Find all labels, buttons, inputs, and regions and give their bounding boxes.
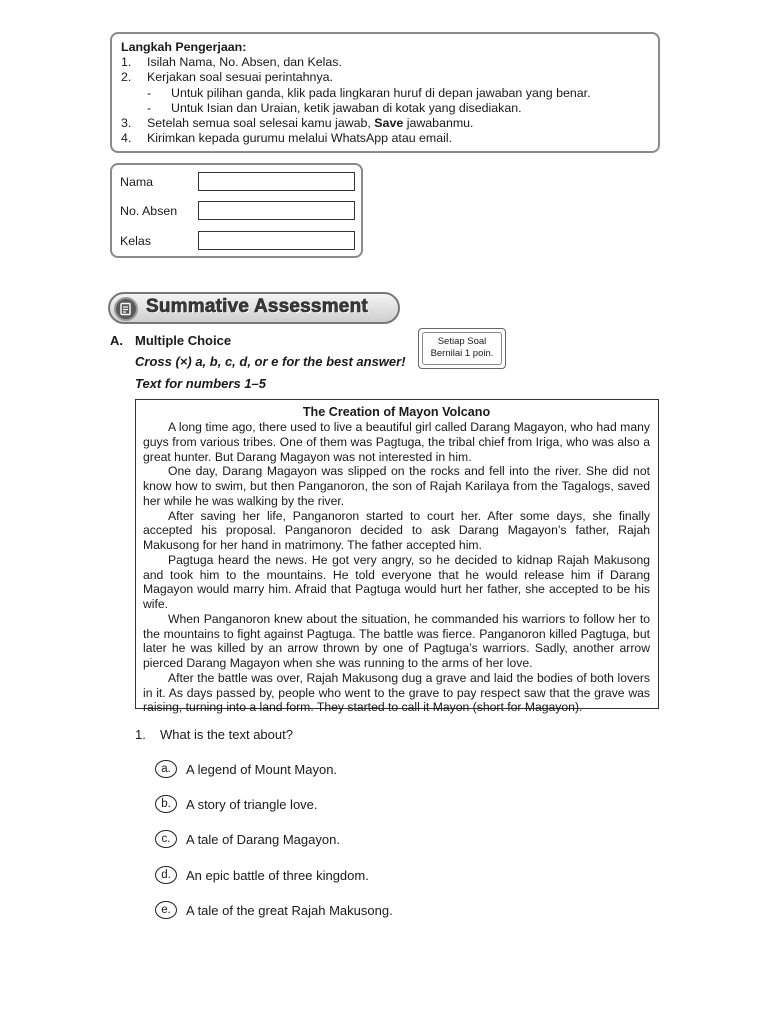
identity-box [110,163,363,258]
class-input[interactable] [198,231,355,250]
option-b[interactable] [155,795,318,813]
absen-label: No. Absen [120,203,178,218]
section-heading [110,333,231,348]
instructions-title: Langkah Pengerjaan: [121,40,247,54]
passage-paragraph: A long time ago, there used to live a beautiful girl called Darang Magayon, who had many guys from various tribes. One of them was Pagtuga, the tribal chief from Iriga, who was also a great hunter. But Darang Magayon was not interested in him. [143,420,650,464]
save-keyword: Save [374,116,404,131]
option-circle[interactable]: e. [155,901,177,919]
name-input[interactable] [198,172,355,191]
passage-paragraph: When Panganoron knew about the situation, he commanded his warriors to follow her to the mountains to fight against Pagtuga. The battle was fierce. Panganoron killed Pagtuga, but later he was killed by an arrow thrown by one of Pagtuga’s warriors. Sadly, another arrow pierced Darang Magayon when she was running to the arms of her love. [143,611,650,670]
option-text: A legend of Mount Mayon. [186,761,338,777]
substep-dash: - [147,85,152,100]
text-reference: Text for numbers 1–5 [135,376,267,391]
section-letter: A. [110,333,123,348]
question-1 [135,727,293,742]
instruction-step [121,131,649,146]
substep-text: Untuk Isian dan Uraian, ketik jawaban di kotak yang disediakan. [171,100,522,115]
step-number: 1. [121,55,132,70]
score-note-inner [422,332,502,365]
option-a[interactable] [155,760,337,778]
substep-dash: - [147,100,152,115]
passage-paragraph: After saving her life, Panganoron started to court her. After some days, she finally accepted his proposal. Panganoron decided to ask Darang Magayon’s father, Rajah Makusong for her hand in matrimony. The father accepted him. [143,508,650,552]
option-text: An epic battle of three kingdom. [186,867,369,883]
step-number: 2. [121,70,132,85]
option-d[interactable] [155,866,369,884]
name-row [120,172,355,191]
class-row [120,231,355,250]
score-note [418,328,506,369]
option-circle[interactable]: d. [155,866,177,884]
step-number: 3. [121,116,132,131]
reading-passage [135,399,659,715]
option-text: A tale of the great Rajah Makusong. [186,902,393,918]
option-circle[interactable]: a. [155,760,177,778]
instruction-substep [121,101,649,116]
instruction-step [121,116,649,131]
question-number: 1. [135,727,146,742]
instruction-step [121,70,649,85]
question-text: What is the text about? [160,727,293,742]
passage-title: The Creation of Mayon Volcano [302,405,491,419]
passage-paragraph: Pagtuga heard the news. He got very angry, so he decided to kidnap Rajah Makusong and took him to the mountains. He told everyone that he would release him if Darang Magayon would marry him. Afraid that Pagtuga would hurt her father, she accepted to be his wife. [143,552,650,611]
passage-paragraph: One day, Darang Magayon was slipped on the rocks and fell into the river. She did not know how to swim, but then Panganoron, the son of Rajah Karilaya from the Tagalogs, saved her while he was walking by the river. [143,464,650,508]
absen-row [120,201,355,220]
step-text: Isilah Nama, No. Absen, dan Kelas. [147,55,342,70]
instruction-substep [121,86,649,101]
option-e[interactable] [155,901,393,919]
instructions-box [110,32,660,153]
step-text: Kirimkan kepada gurumu melalui WhatsApp atau email. [147,131,453,146]
absen-input[interactable] [198,201,355,220]
step-text [147,116,474,131]
section-instruction: Cross (×) a, b, c, d, or e for the best answer! [135,354,406,369]
option-c[interactable] [155,830,340,848]
option-text: A tale of Darang Magayon. [186,831,340,847]
option-circle[interactable]: b. [155,795,177,813]
option-circle[interactable]: c. [155,830,177,848]
pencil-note-icon [114,297,138,321]
step-text-pre: Setelah semua soal selesai kamu jawab, [147,116,375,131]
class-label: Kelas [120,233,151,248]
step-text-post: jawabanmu. [403,116,474,131]
step-text: Kerjakan soal sesuai perintahnya. [147,70,333,85]
section-title: Multiple Choice [135,333,232,348]
summative-banner [108,292,400,324]
passage-paragraph: After the battle was over, Rajah Makusong dug a grave and laid the bodies of both lovers in it. As days passed by, people who went to the grave to pay respect saw that the grave was raising, turning into a land form. They started to call it Mayon (short for Magayon). [143,670,650,715]
score-note-line1: Setiap Soal [437,336,487,347]
step-number: 4. [121,131,132,146]
instruction-step [121,55,649,70]
substep-text: Untuk pilihan ganda, klik pada lingkaran huruf di depan jawaban yang benar. [171,85,591,100]
banner-title: Summative Assessment [146,296,368,317]
name-label: Nama [120,174,154,189]
score-note-line2: Bernilai 1 poin. [430,348,494,359]
option-text: A story of triangle love. [186,796,318,812]
